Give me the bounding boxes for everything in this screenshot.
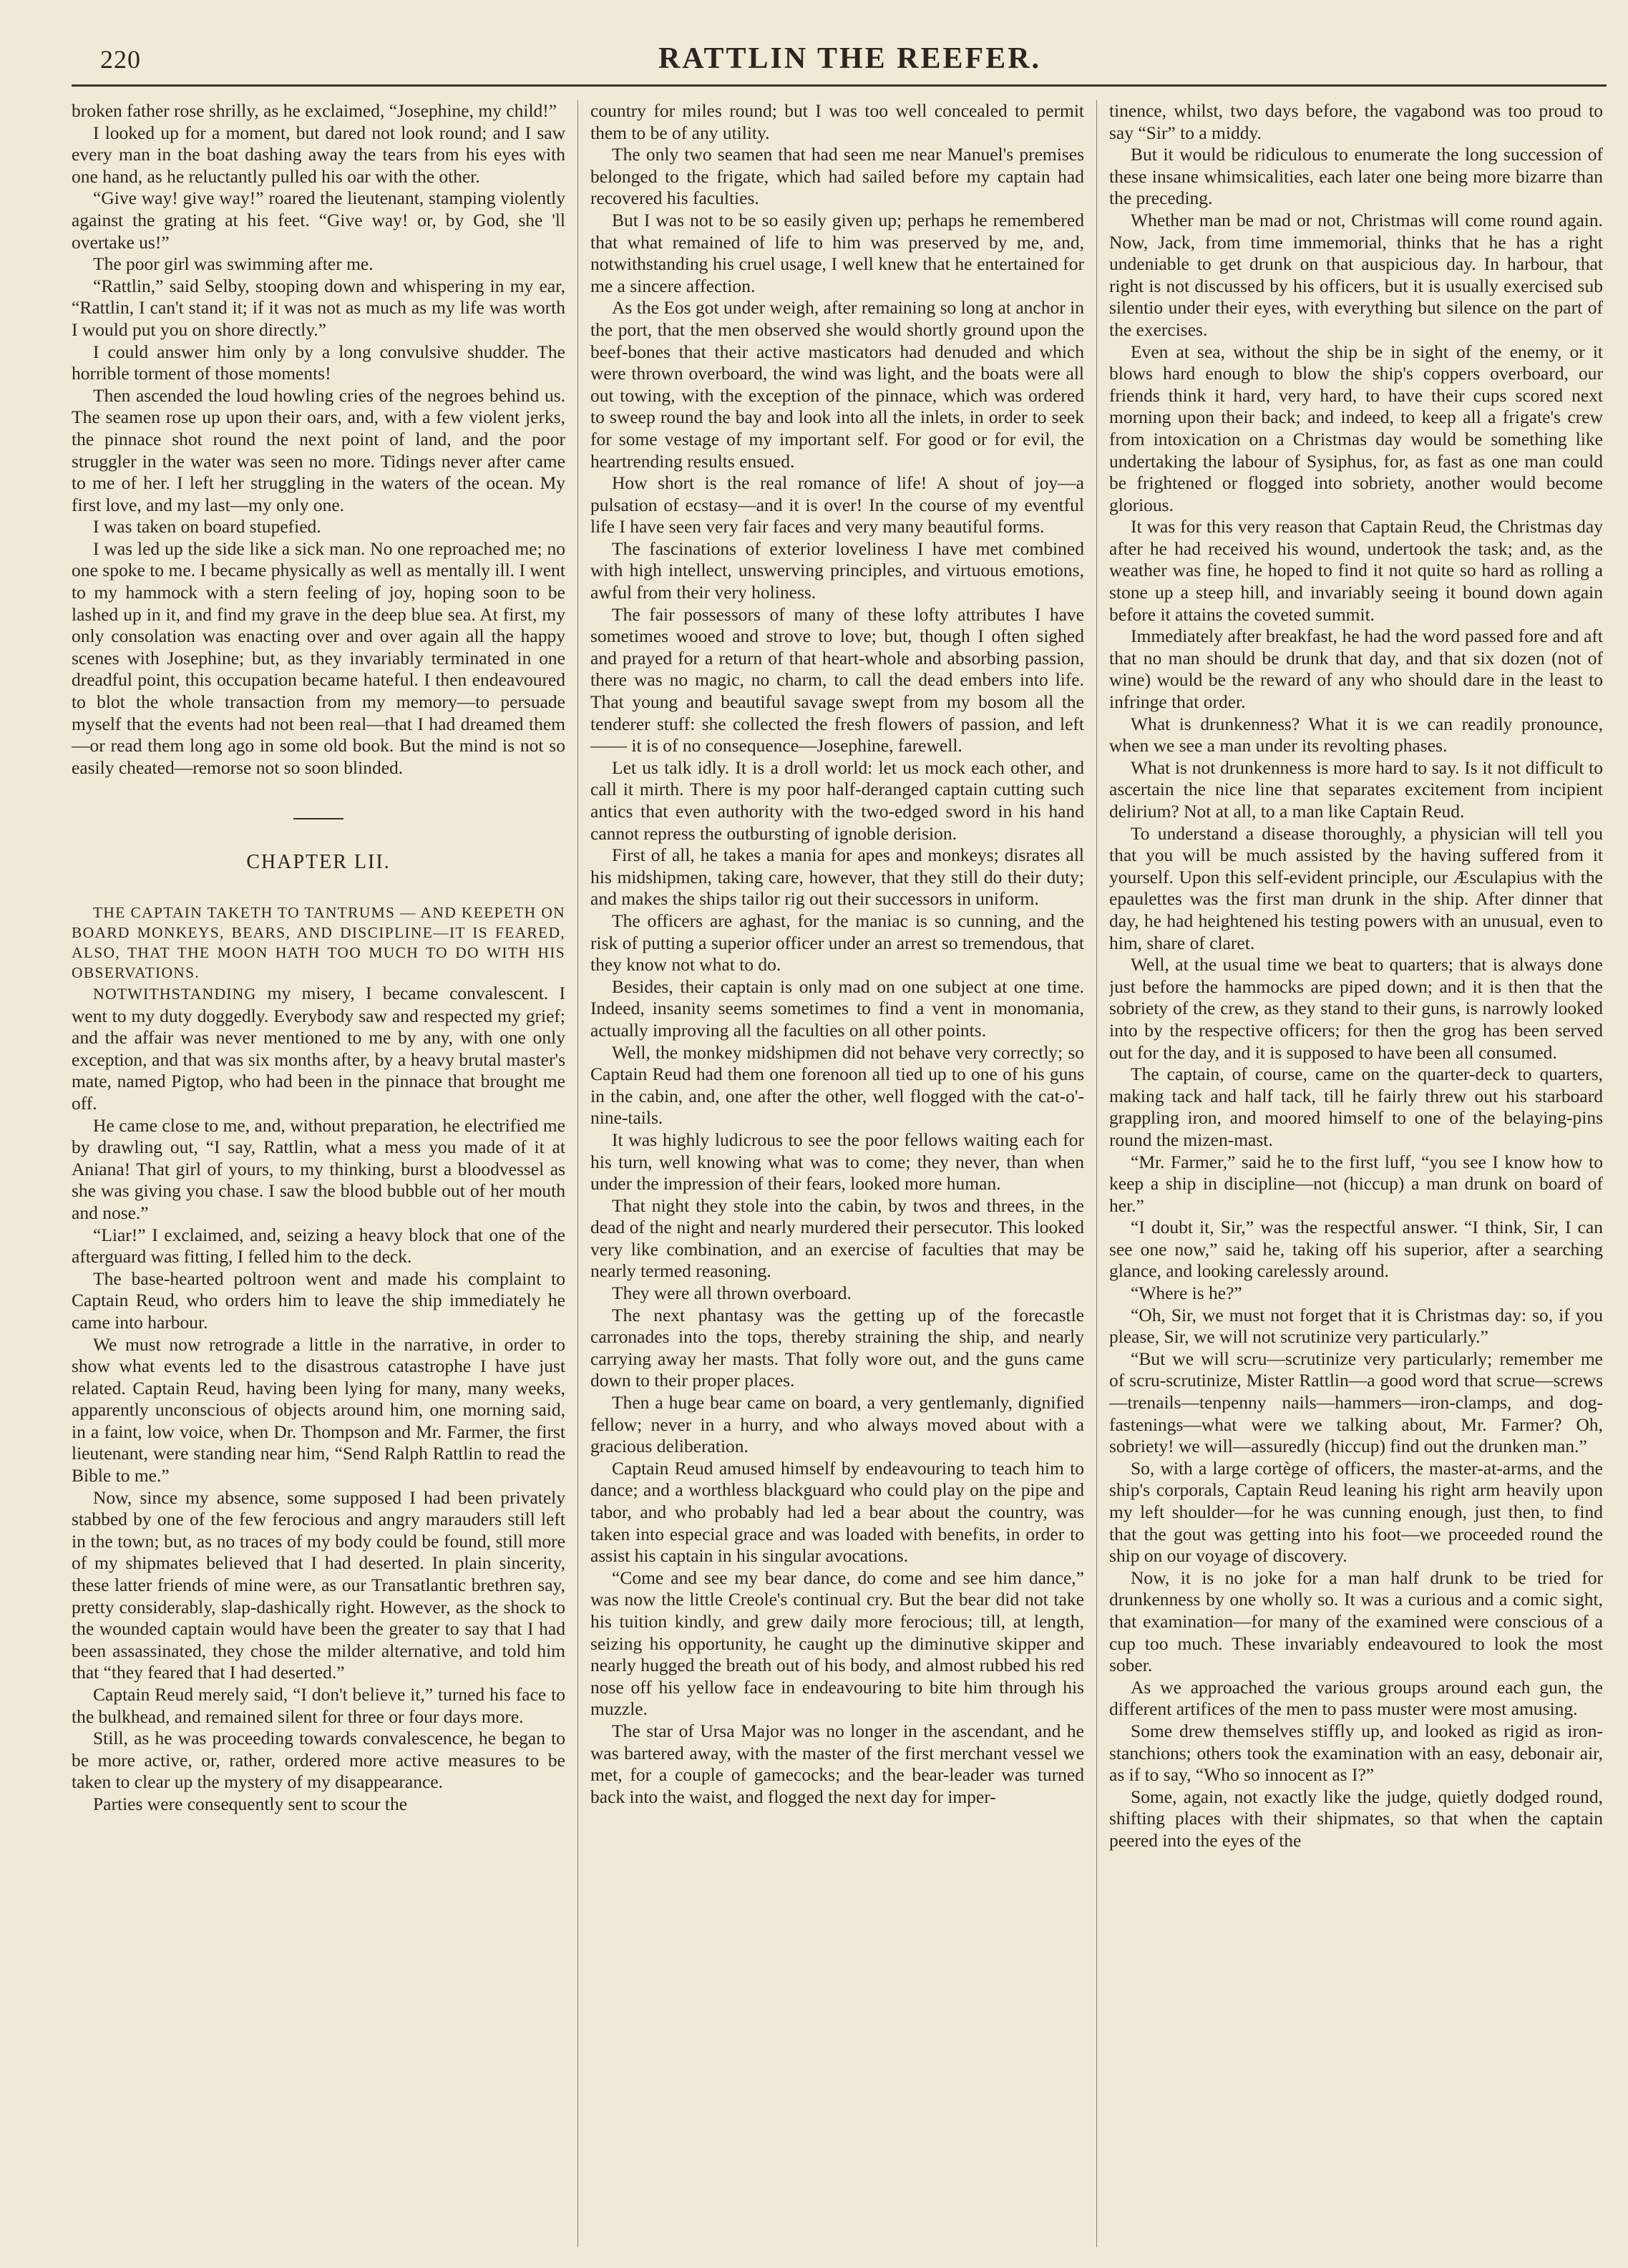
paragraph: The fair possessors of many of these lofty attributes I have sometimes wooed and strove to love; but, though I often sighed and prayed for a return of that heart-whole and absorbing passion, there was no magic, no charm, to call the dead embers into life. That young and beautiful savage swept from my bosom all the tenderer stuff: she collected the fresh flowers of passion, and left—— it is of no consequence—Josephine, farewell. [590, 603, 1084, 756]
paragraph: As we approached the various groups around each gun, the different artifices of the men to pass muster were most amusing. [1109, 1676, 1603, 1720]
paragraph: They were all thrown overboard. [612, 1283, 852, 1304]
paragraph: “I doubt it, Sir,” was the respectful answer. “I think, Sir, I can see one now,” said he, taking off his superior, after a searching glance, and looking carelessly around. [1109, 1217, 1603, 1282]
paragraph: The base-hearted poltroon went and made his complaint to Captain Reud, who orders him to leave the ship immediately he came into harbour. [72, 1267, 565, 1333]
running-title: RATTLIN THE REEFER. [658, 42, 1042, 75]
chapter-summary: THE CAPTAIN TAKETH TO TANTRUMS — AND KEEPETH ON BOARD MONKEYS, BEARS, AND DISCIPLINE—IT IS FEARED, ALSO, THAT THE MOON HATH TOO MUCH TO DO WITH HIS OBSERVATIONS. [72, 904, 565, 981]
paragraph: Then a huge bear came on board, a very gentlemanly, dignified fellow; never in a hurry, and who always moved about with a gracious deliberation. [590, 1392, 1084, 1457]
paragraph: The only two seamen that had seen me near Manuel's premises belonged to the frigate, which had sailed before my captain had recovered his faculties. [590, 144, 1084, 209]
paragraph: But I was not to be so easily given up; perhaps he remembered that what remained of life to him was preserved by me, and, notwithstanding his cruel usage, I well knew that he entertained for me a sincere affection. [590, 209, 1084, 296]
column-2 [590, 100, 1084, 2247]
paragraph: It was for this very reason that Captain Reud, the Christmas day after he had received his wound, undertook the task; and, as the weather was fine, he hoped to find it not quite so hard as rolling a stone up a steep hill, and invariably seeing it bound down again before it attains the coveted summit. [1109, 516, 1603, 625]
column-3 [1109, 100, 1603, 2247]
paragraph: As the Eos got under weigh, after remaining so long at anchor in the port, that the men observed she would shortly ground upon the beef-bones that their active masticators had denuded and which were thrown overboard, the wind was light, and the boats were all out towing, with the exception of the pinnace, which was ordered to sweep round the bay and look into all the inlets, in order to seek for some vestage of my important self. For good or for evil, the heartrending results ensued. [590, 297, 1084, 472]
paragraph: “Come and see my bear dance, do come and see him dance,” was now the little Creole's continual cry. But the bear did not take his tuition kindly, and grew daily more ferocious; till, at length, seizing his opportunity, he caught up the diminutive skipper and nearly hugged the breath out of his body, and almost rubbed his red nose off his yellow face in endeavouring to bite him through his muzzle. [590, 1567, 1084, 1720]
paragraph: Immediately after breakfast, he had the word passed fore and aft that no man should be drunk that day, and that six dozen (not of wine) would be the reward of any who should dare in the least to infringe that order. [1109, 626, 1603, 713]
paragraph: I could answer him only by a long convulsive shudder. The horrible torment of those moments! [72, 341, 565, 384]
paragraph: “Where is he?” [1131, 1283, 1242, 1304]
paragraph: But it would be ridiculous to enumerate the long succession of these insane whimsicalities, each later one being more bizarre than the preceding. [1109, 144, 1603, 209]
paragraph: What is not drunkenness is more hard to say. Is it not difficult to ascertain the nice line that separates excitement from incipient delirium? Not at all, to a man like Captain Reud. [1109, 756, 1603, 822]
paragraph: How short is the real romance of life! A shout of joy—a pulsation of ecstasy—and it is over! In the course of my eventful life I have seen very fair faces and very many beautiful forms. [590, 472, 1084, 537]
page-number: 220 [100, 45, 141, 74]
paragraph: What is drunkenness? What it is we can readily pronounce, when we see a man under its revolting phases. [1109, 713, 1603, 756]
paragraph: “Mr. Farmer,” said he to the first luff, “you see I know how to keep a ship in discipline—not (hiccup) a man drunk on board of her.” [1109, 1151, 1603, 1216]
column-1-paragraphs-bottom [72, 1115, 565, 1816]
paragraph: Let us talk idly. It is a droll world: let us mock each other, and call it mirth. There is my poor half-deranged captain cutting such antics that even authority with the two-edged sword in his hand cannot repress the outbursting of ignoble derision. [590, 756, 1084, 844]
column-2-paragraphs [590, 100, 1084, 1808]
paragraph: Some drew themselves stiffly up, and looked as rigid as iron-stanchions; others took the examination with an easy, debonair air, as if to say, “Who so innocent as I?” [1109, 1720, 1603, 1786]
opening-words: NOTWITHSTANDING [93, 985, 257, 1003]
paragraph: “But we will scru—scrutinize very particularly; remember me of scru-scrutinize, Mister Rattlin—a good word that scrue—screws—trenails—tenpenny nails—hammers—iron-clamps, and dog-fastenings—what were we talking about, Mr. Farmer? Oh, sobriety! we will—assuredly (hiccup) find out the drunken man.” [1109, 1348, 1603, 1457]
paragraph: Now, it is no joke for a man half drunk to be tried for drunkenness by one wholly so. It was a curious and a comic sight, that examination—for many of the examined were conscious of a cup too much. These invariably endeavoured to look the most sober. [1109, 1567, 1603, 1676]
paragraph: Well, at the usual time we beat to quarters; that is always done just before the hammocks are piped down; and it is then that the sobriety of the crew, as they stand to their guns, is narrowly looked into by the respective officers; for then the grog has been served out for the day, and it is supposed to have been all consumed. [1109, 954, 1603, 1063]
paragraph: Captain Reud merely said, “I don't believe it,” turned his face to the bulkhead, and remained silent for three or four days more. [72, 1684, 565, 1727]
paragraph: The officers are aghast, for the maniac is so cunning, and the risk of putting a superior officer under an arrest so tremendous, that they know not what to do. [590, 910, 1084, 975]
paragraph: I looked up for a moment, but dared not look round; and I saw every man in the boat dashing away the tears from his eyes with one hand, as he reluctantly pulled his oar with the other. [72, 122, 565, 187]
column-1-paragraphs-top [72, 100, 565, 779]
paragraph: The captain, of course, came on the quarter-deck to quarters, making tack and half tack, till he fairly threw out his starboard grappling iron, and moored himself to one of the belaying-pins round the mizen-mast. [1109, 1064, 1603, 1150]
paragraph: The fascinations of exterior loveliness I have met combined with high intellect, unswerving principles, and virtuous emotions, awful from their very holiness. [590, 537, 1084, 603]
paragraph: “Liar!” I exclaimed, and, seizing a heavy block that one of the afterguard was fitting, I felled him to the deck. [72, 1224, 565, 1267]
text-columns [72, 100, 1603, 2247]
paragraph: “Oh, Sir, we must not forget that it is Christmas day: so, if you please, Sir, we will not scrutinize very particularly.” [1109, 1304, 1603, 1348]
paragraph: We must now retrograde a little in the narrative, in order to show what events led to the disastrous catastrophe I have just related. Captain Reud, having been lying for many, many weeks, apparently unconscious of objects around him, one morning said, in a faint, low voice, when Dr. Thompson and Mr. Farmer, the first lieutenant, were standing near him, “Send Ralph Rattlin to read the Bible to me.” [72, 1333, 565, 1486]
paragraph: So, with a large cortège of officers, the master-at-arms, and the ship's corporals, Captain Reud leaning his right arm heavily upon my left shoulder—for he was cunning enough, just then, to find that the gout was getting into his foot—we proceeded round the ship on our voyage of discovery. [1109, 1457, 1603, 1567]
paragraph: Even at sea, without the ship be in sight of the enemy, or it blows hard enough to blow the ship's coppers overboard, our friends think it hard, very hard, to have their cups scored next morning upon their back; and indeed, to keep all a frigate's crew from intoxication on a Christmas day would be something like undertaking the labour of Sysiphus, for, as fast as one man could be frightened or flogged into sobriety, another would become glorious. [1109, 341, 1603, 515]
paragraph: Now, since my absence, some supposed I had been privately stabbed by one of the few ferocious and angry marauders still left in the town; but, as no traces of my body could be found, still more of my shipmates believed that I had deserted. In plain sincerity, these latter friends of mine were, as our Transatlantic brethren say, pretty considerably, slap-dashically right. However, as the shock to the wounded captain would have been the greater to say that I had been assassinated, they chose the milder alternative, and told him that “they feared that I had deserted.” [72, 1486, 565, 1683]
paragraph: I was led up the side like a sick man. No one reproached me; no one spoke to me. I became physically as well as mentally ill. I went to my hammock with a stern feeling of joy, hoping soon to be lashed up in it, and find my grave in the deep blue sea. At first, my only consolation was enacting over and over again all the happy scenes with Josephine; but, as they invariably terminated in one dreadful point, this occupation became hateful. I then endeavoured to blot the whole transaction from my memory—to persuade myself that the events had not been real—that I had dreamed them—or read them long ago in some old book. But the mind is not so easily cheated—remorse not so soon blinded. [72, 537, 565, 778]
chapter-opening-paragraph [72, 983, 565, 1115]
paragraph: The star of Ursa Major was no longer in the ascendant, and he was bartered away, with the master of the first merchant vessel we met, for a couple of gamecocks; and the bear-leader was turned back into the waist, and flogged the next day for imper- [590, 1720, 1084, 1807]
paragraph: First of all, he takes a mania for apes and monkeys; disrates all his midshipmen, taking care, however, that they still do their duty; and makes the ships tailor rig out their successors in uniform. [590, 845, 1084, 910]
paragraph: Whether man be mad or not, Christmas will come round again. Now, Jack, from time immemorial, thinks that he has a right undeniable to get drunk on that auspicious day. In harbour, that right is not discussed by his officers, but it is usually exercised sub silentio under their eyes, with everything but silence on the part of the exercises. [1109, 209, 1603, 340]
paragraph: It was highly ludicrous to see the poor fellows waiting each for his turn, well knowing what was to come; they never, than when under the impression of their fears, looked more human. [590, 1129, 1084, 1194]
paragraph: Parties were consequently sent to scour the [93, 1793, 408, 1814]
paragraph: That night they stole into the cabin, by twos and threes, in the dead of the night and nearly murdered their persecutor. This looked very like combination, and an exercise of faculties that may be nearly termed reasoning. [590, 1194, 1084, 1282]
paragraph: broken father rose shrilly, as he exclaimed, “Josephine, my child!” [72, 100, 557, 121]
column-1 [72, 100, 565, 2247]
paragraph: “Rattlin,” said Selby, stooping down and whispering in my ear, “Rattlin, I can't stand it; if it was not as much as my life was worth I would put you on shore directly.” [72, 275, 565, 340]
paragraph: He came close to me, and, without preparation, he electrified me by drawling out, “I say, Rattlin, what a mess you made of it at Aniana! That girl of yours, to my thinking, burst a bloodvessel as she was giving you chase. I saw the blood bubble out of her mouth and nose.” [72, 1114, 565, 1223]
paragraph: I was taken on board stupefied. [93, 516, 321, 537]
column-3-paragraphs [1109, 100, 1603, 1852]
opening-rest: my misery, I became convalescent. I went to my duty doggedly. Everybody saw and respected my grief; and the affair was never mentioned to me by any, with one only exception, and that was six months after, by a heavy brutal master's mate, named Pigtop, who had been in the pinnace that brought me off. [72, 983, 565, 1114]
chapter-title: CHAPTER LII. [246, 851, 391, 874]
paragraph: “Give way! give way!” roared the lieutenant, stamping violently against the grating at his feet. “Give way! or, by God, she 'll overtake us!” [72, 188, 565, 253]
header-rule [72, 84, 1607, 87]
paragraph: Besides, their captain is only mad on one subject at one time. Indeed, insanity seems sometimes to find a vent in monomania, actually improving all the faculties on all other points. [590, 975, 1084, 1041]
page-header [93, 42, 1607, 76]
chapter-separator [293, 818, 343, 819]
paragraph: Then ascended the loud howling cries of the negroes behind us. The seamen rose up upon their oars, and, with a few violent jerks, the pinnace shot round the next point of land, and the poor struggler in the water was seen no more. Tidings never after came to me of her. I left her struggling in the waters of the ocean. My first love, and my last—my only one. [72, 384, 565, 515]
paragraph: To understand a disease thoroughly, a physician will tell you that you will be much assisted by the having suffered from it yourself. Upon this self-evident principle, our Æsculapius with the epaulettes was the first man drunk in the ship. After dinner that day, he had heightened his testing powers with an unusual, even to him, share of claret. [1109, 822, 1603, 953]
paragraph: tinence, whilst, two days before, the vagabond was too proud to say “Sir” to a middy. [1109, 100, 1603, 143]
paragraph: Well, the monkey midshipmen did not behave very correctly; so Captain Reud had them one forenoon all tied up to one of his guns in the cabin, and, one after the other, well flogged with the cat-o'-nine-tails. [590, 1041, 1084, 1129]
paragraph: The poor girl was swimming after me. [93, 253, 374, 275]
paragraph: country for miles round; but I was too well concealed to permit them to be of any utility. [590, 100, 1084, 143]
paragraph: Captain Reud amused himself by endeavouring to teach him to dance; and a worthless blackguard who could play on the pipe and tabor, and who probably had led a bear about the country, was taken into especial grace and was loaded with benefits, in order to assist his captain in his singular avocations. [590, 1457, 1084, 1567]
paragraph: Still, as he was proceeding towards convalescence, he began to be more active, or, rather, ordered more active measures to be taken to clear up the mystery of my disappearance. [72, 1728, 565, 1793]
paragraph: Some, again, not exactly like the judge, quietly dodged round, shifting places with their shipmates, so that when the captain peered into the eyes of the [1109, 1786, 1603, 1851]
paragraph: The next phantasy was the getting up of the forecastle carronades into the tops, thereby straining the ship, and nearly carrying away her masts. That folly wore out, and the guns came down to their proper places. [590, 1304, 1084, 1391]
